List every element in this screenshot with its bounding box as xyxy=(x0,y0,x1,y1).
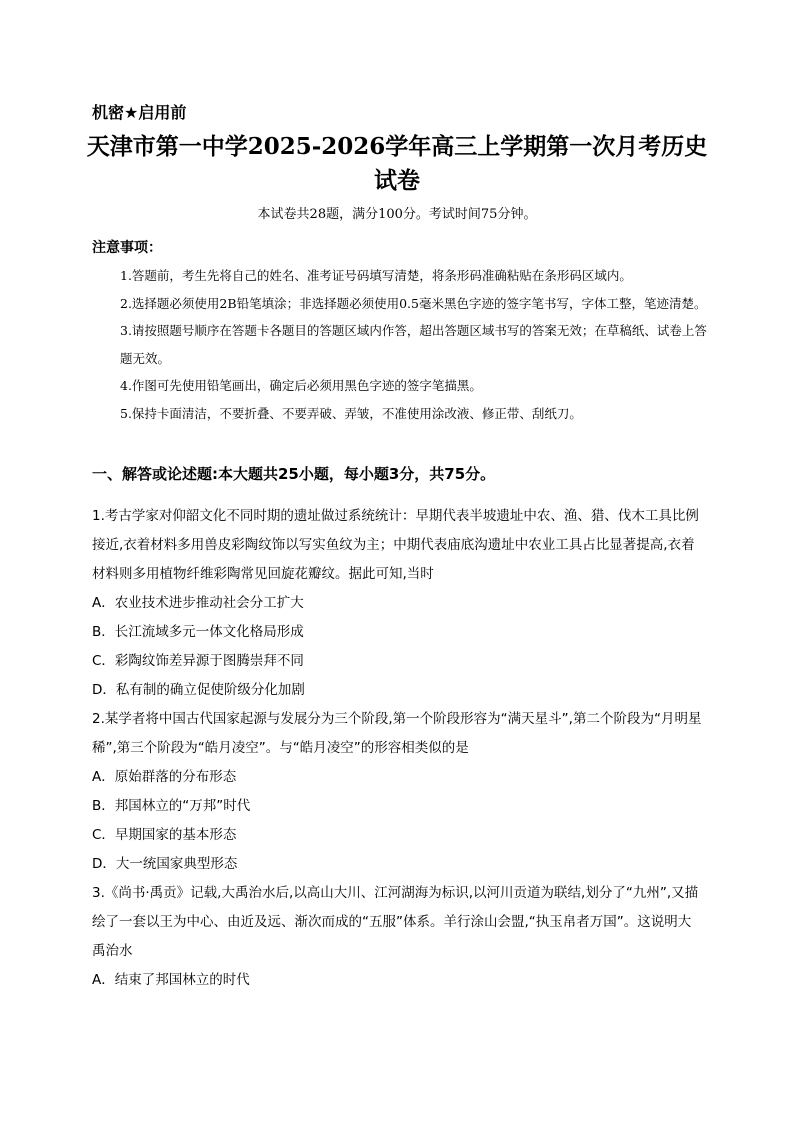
notice-item: 5.保持卡面清洁，不要折叠、不要弄破、弄皱，不准使用涂改液、修正带、刮纸刀。 xyxy=(120,405,582,421)
exam-subtitle: 本试卷共28题，满分100分。考试时间75分钟。 xyxy=(257,207,537,222)
notice-item: 1.答题前，考生先将自己的姓名、准考证号码填写清楚，将条形码准确粘贴在条形码区域内。 xyxy=(120,268,632,283)
question-1-option-a: A．农业技术进步推动社会分工扩大 xyxy=(92,595,304,611)
notice-heading: 注意事项： xyxy=(92,240,162,256)
question-1-option-d: D．私有制的确立促使阶级分化加剧 xyxy=(92,682,305,698)
exam-title: 天津市第一中学2025-2026学年高三上学期第一次月考历史试卷 xyxy=(86,133,708,194)
question-1-option-c: C．彩陶纹饰差异源于图腾崇拜不同 xyxy=(92,653,304,669)
question-2-stem: 2.某学者将中国古代国家起源与发展分为三个阶段,第一个阶段形容为“满天星斗”,第二个阶段为“月明星稀”,第三个阶段为“皓月凌空”。与“皓月凌空”的形容相类似的是 xyxy=(92,711,702,756)
notice-item: 3.请按照题号顺序在答题卡各题目的答题区域内作答，超出答题区域书写的答案无效；在草稿纸、试卷上答题无效。 xyxy=(120,323,707,366)
notice-item: 4.作图可先使用铅笔画出，确定后必须用黑色字迹的签字笔描黑。 xyxy=(120,378,482,393)
notice-item: 2.选择题必须使用2B铅笔填涂；非选择题必须使用0.5毫米黑色字迹的签字笔书写，字体工整，笔迹清楚。 xyxy=(120,295,707,311)
question-1-option-b: B．长江流域多元一体文化格局形成 xyxy=(92,624,304,640)
notice-list xyxy=(120,262,710,427)
section-heading: 一、解答或论述题:本大题共25小题，每小题3分，共75分。 xyxy=(92,465,496,483)
question-1-stem: 1.考古学家对仰韶文化不同时期的遗址做过系统统计：早期代表半坡遗址中农、渔、猎、伐木工具比例接近,衣着材料多用兽皮彩陶纹饰以写实鱼纹为主；中期代表庙底沟遗址中农业工具占比显著提高,衣着材料则多用植物纤维彩陶常见回旋花瓣纹。据此可知,当时 xyxy=(92,508,699,582)
question-2-option-b: B．邦国林立的“万邦”时代 xyxy=(92,798,251,814)
question-2-option-a: A．原始群落的分布形态 xyxy=(92,769,237,785)
question-list xyxy=(92,502,704,995)
question-3-stem: 3.《尚书·禹贡》记载,大禹治水后,以高山大川、江河湖海为标识,以河川贡道为联结,划分了“九州”,又描绘了一套以王为中心、由近及远、渐次而成的“五服”体系。羊行涂山会盟,“执玉帛者万国”。这说明大禹治水 xyxy=(92,885,699,959)
question-2-option-c: C．早期国家的基本形态 xyxy=(92,827,237,843)
secret-label: 机密★启用前 xyxy=(92,103,187,122)
question-2-option-d: D．大一统国家典型形态 xyxy=(92,856,238,872)
question-3-option-a: A．结束了邦国林立的时代 xyxy=(92,972,250,988)
